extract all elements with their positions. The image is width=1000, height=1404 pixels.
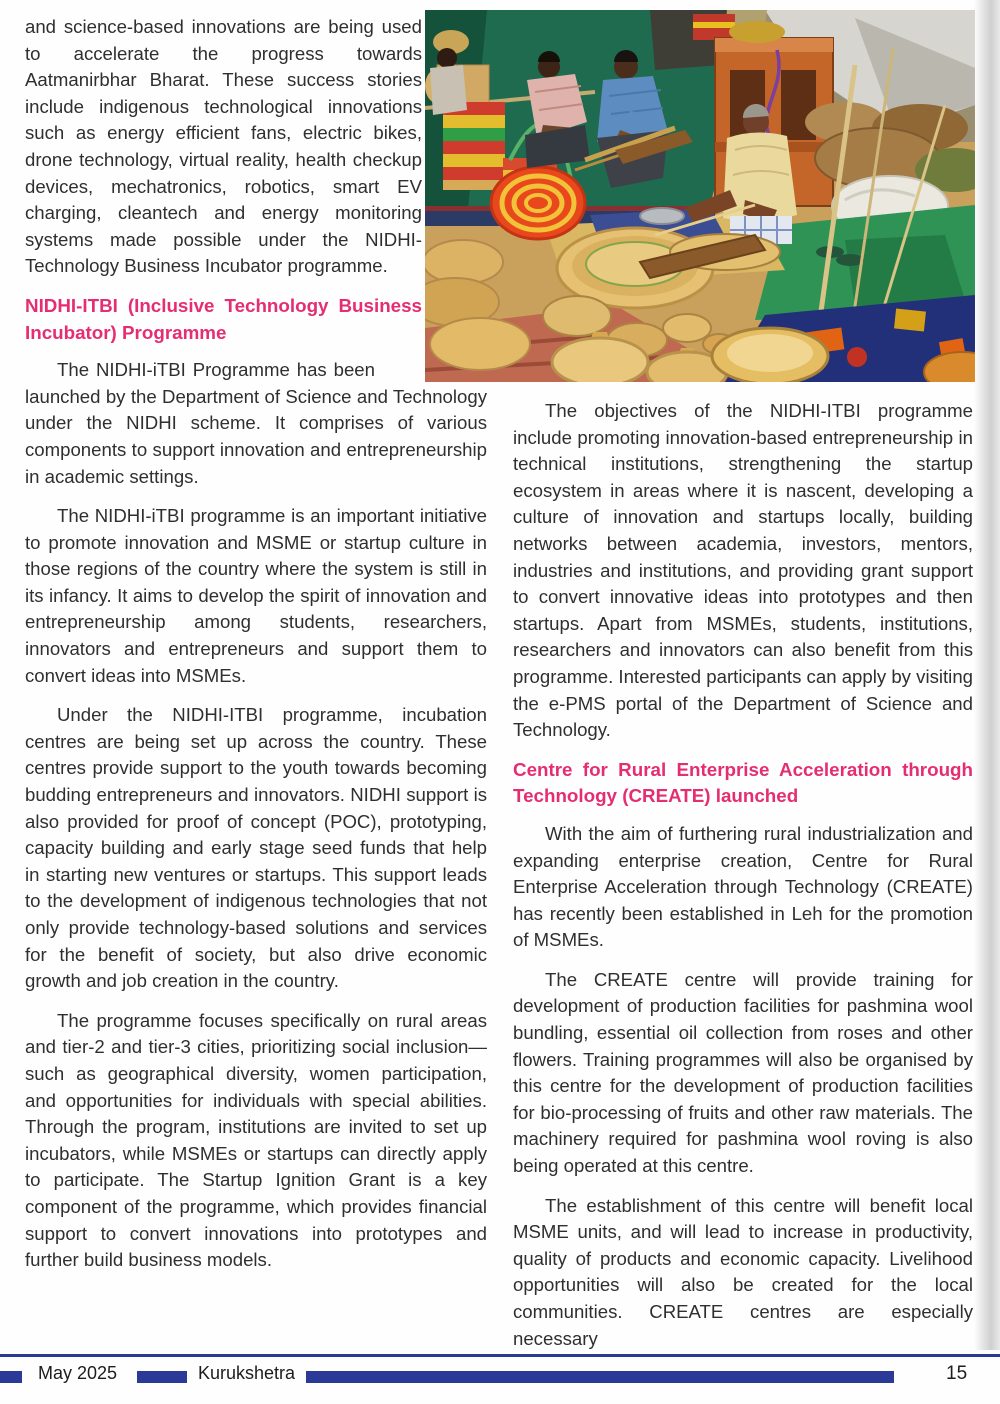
section-heading-create: Centre for Rural Enterprise Acceleration through Technology (CREATE) launched [513, 758, 973, 807]
artisans-basket-weaving-photo [425, 10, 975, 382]
footer-rule [0, 1354, 1000, 1357]
right-column [513, 398, 973, 1365]
footer-bar-long [306, 1371, 894, 1383]
body-paragraph: With the aim of furthering rural industrialization and expanding enterprise creation, Centre for Rural Enterprise Acceleration through Technology (CREATE) has recently been established in Leh for the promotion of MSMEs. [513, 822, 973, 951]
body-paragraph: Under the NIDHI-ITBI programme, incubation centres are being set up across the country. These centres provide support to the youth towards becoming budding entrepreneurs and innovators. NIDHI support is also provided for proof of concept (POC), prototyping, capacity building and early stage seed funds that help in starting new ventures or startups. This support leads to the development of indigenous technologies that not only provide technology-based solutions and services for the benefit of society, but also drive economic growth and job creation in the country. [25, 704, 487, 992]
page-scan-edge [974, 0, 1000, 1350]
footer-magazine-name: Kurukshetra [198, 1363, 296, 1383]
body-paragraph: The establishment of this centre will benefit local MSME units, and will lead to increase in productivity, quality of products and economic capacity. Livelihood opportunities will also be created for the local communities. CREATE centres are especially necessary [513, 1194, 973, 1349]
photo-illustration [425, 10, 975, 382]
section-heading-nidhi-itbi: NIDHI-ITBI (Inclusive Technology Business Incubator) Programme [25, 294, 422, 343]
body-paragraph: The NIDHI-iTBI programme is an important initiative to promote innovation and MSME or startup culture in those regions of the country where the system is still in its infancy. It aims to develop the spirit of innovation and entrepreneurship among students, researchers, innovators and entrepreneurs and support them to convert ideas into MSMEs. [25, 505, 487, 686]
body-paragraph: The objectives of the NIDHI-ITBI programme include promoting innovation-based entrepreneurship in technical institutions, strengthening the startup ecosystem in areas where it is nascent, developing a culture of innovation and startups locally, building networks between academia, investors, mentors, industries and institutions, and providing grant support to convert innovative ideas into prototypes and then startups. Apart from MSMEs, students, institutions, researchers and innovators can also benefit from this programme. Interested participants can apply by visiting the e-PMS portal of the Department of Science and Technology. [513, 400, 973, 741]
footer-page-number: 15 [946, 1363, 968, 1384]
paragraph-text: The NIDHI-iTBI Programme has been launched by the Department of Science and Technology under the NIDHI scheme. It comprises of various components to support innovation and entrepreneurship in academic settings. [25, 359, 487, 487]
body-paragraph-intro: and science-based innovations are being used to accelerate the progress towards Aatmanirbhar Bharat. These success stories include indigenous technological innovations such as energy efficient fans, electric bikes, drone technology, virtual reality, health checkup devices, mechatronics, robotics, smart EV charging, cleantech and energy monitoring systems made possible under the NIDHI-Technology Business Incubator programme. [25, 16, 422, 277]
footer-bar-left [0, 1371, 22, 1383]
footer-issue-date: May 2025 [38, 1363, 118, 1383]
left-column [25, 14, 487, 1287]
body-paragraph: The programme focuses specifically on rural areas and tier-2 and tier-3 cities, prioritizing social inclusion—such as geographical diversity, women participation, and opportunities for individuals with special abilities. Through the program, institutions are invited to set up incubators, while MSMEs or startups can directly apply to participate. The Startup Ignition Grant is a key component of the programme, which provides financial support to convert innovations into prototypes and further build business models. [25, 1009, 487, 1271]
body-paragraph [25, 357, 487, 490]
photo-wrap-spacer [375, 357, 487, 382]
body-paragraph: The CREATE centre will provide training for development of production facilities for pashmina wool bundling, essential oil collection from roses and other flowers. Training programmes will also be organised by this centre for the development of production facilities for bio-processing of fruits and other raw materials. The machinery required for pashmina wool roving is also being operated at this centre. [513, 968, 973, 1177]
footer-bar-middle [137, 1371, 187, 1383]
